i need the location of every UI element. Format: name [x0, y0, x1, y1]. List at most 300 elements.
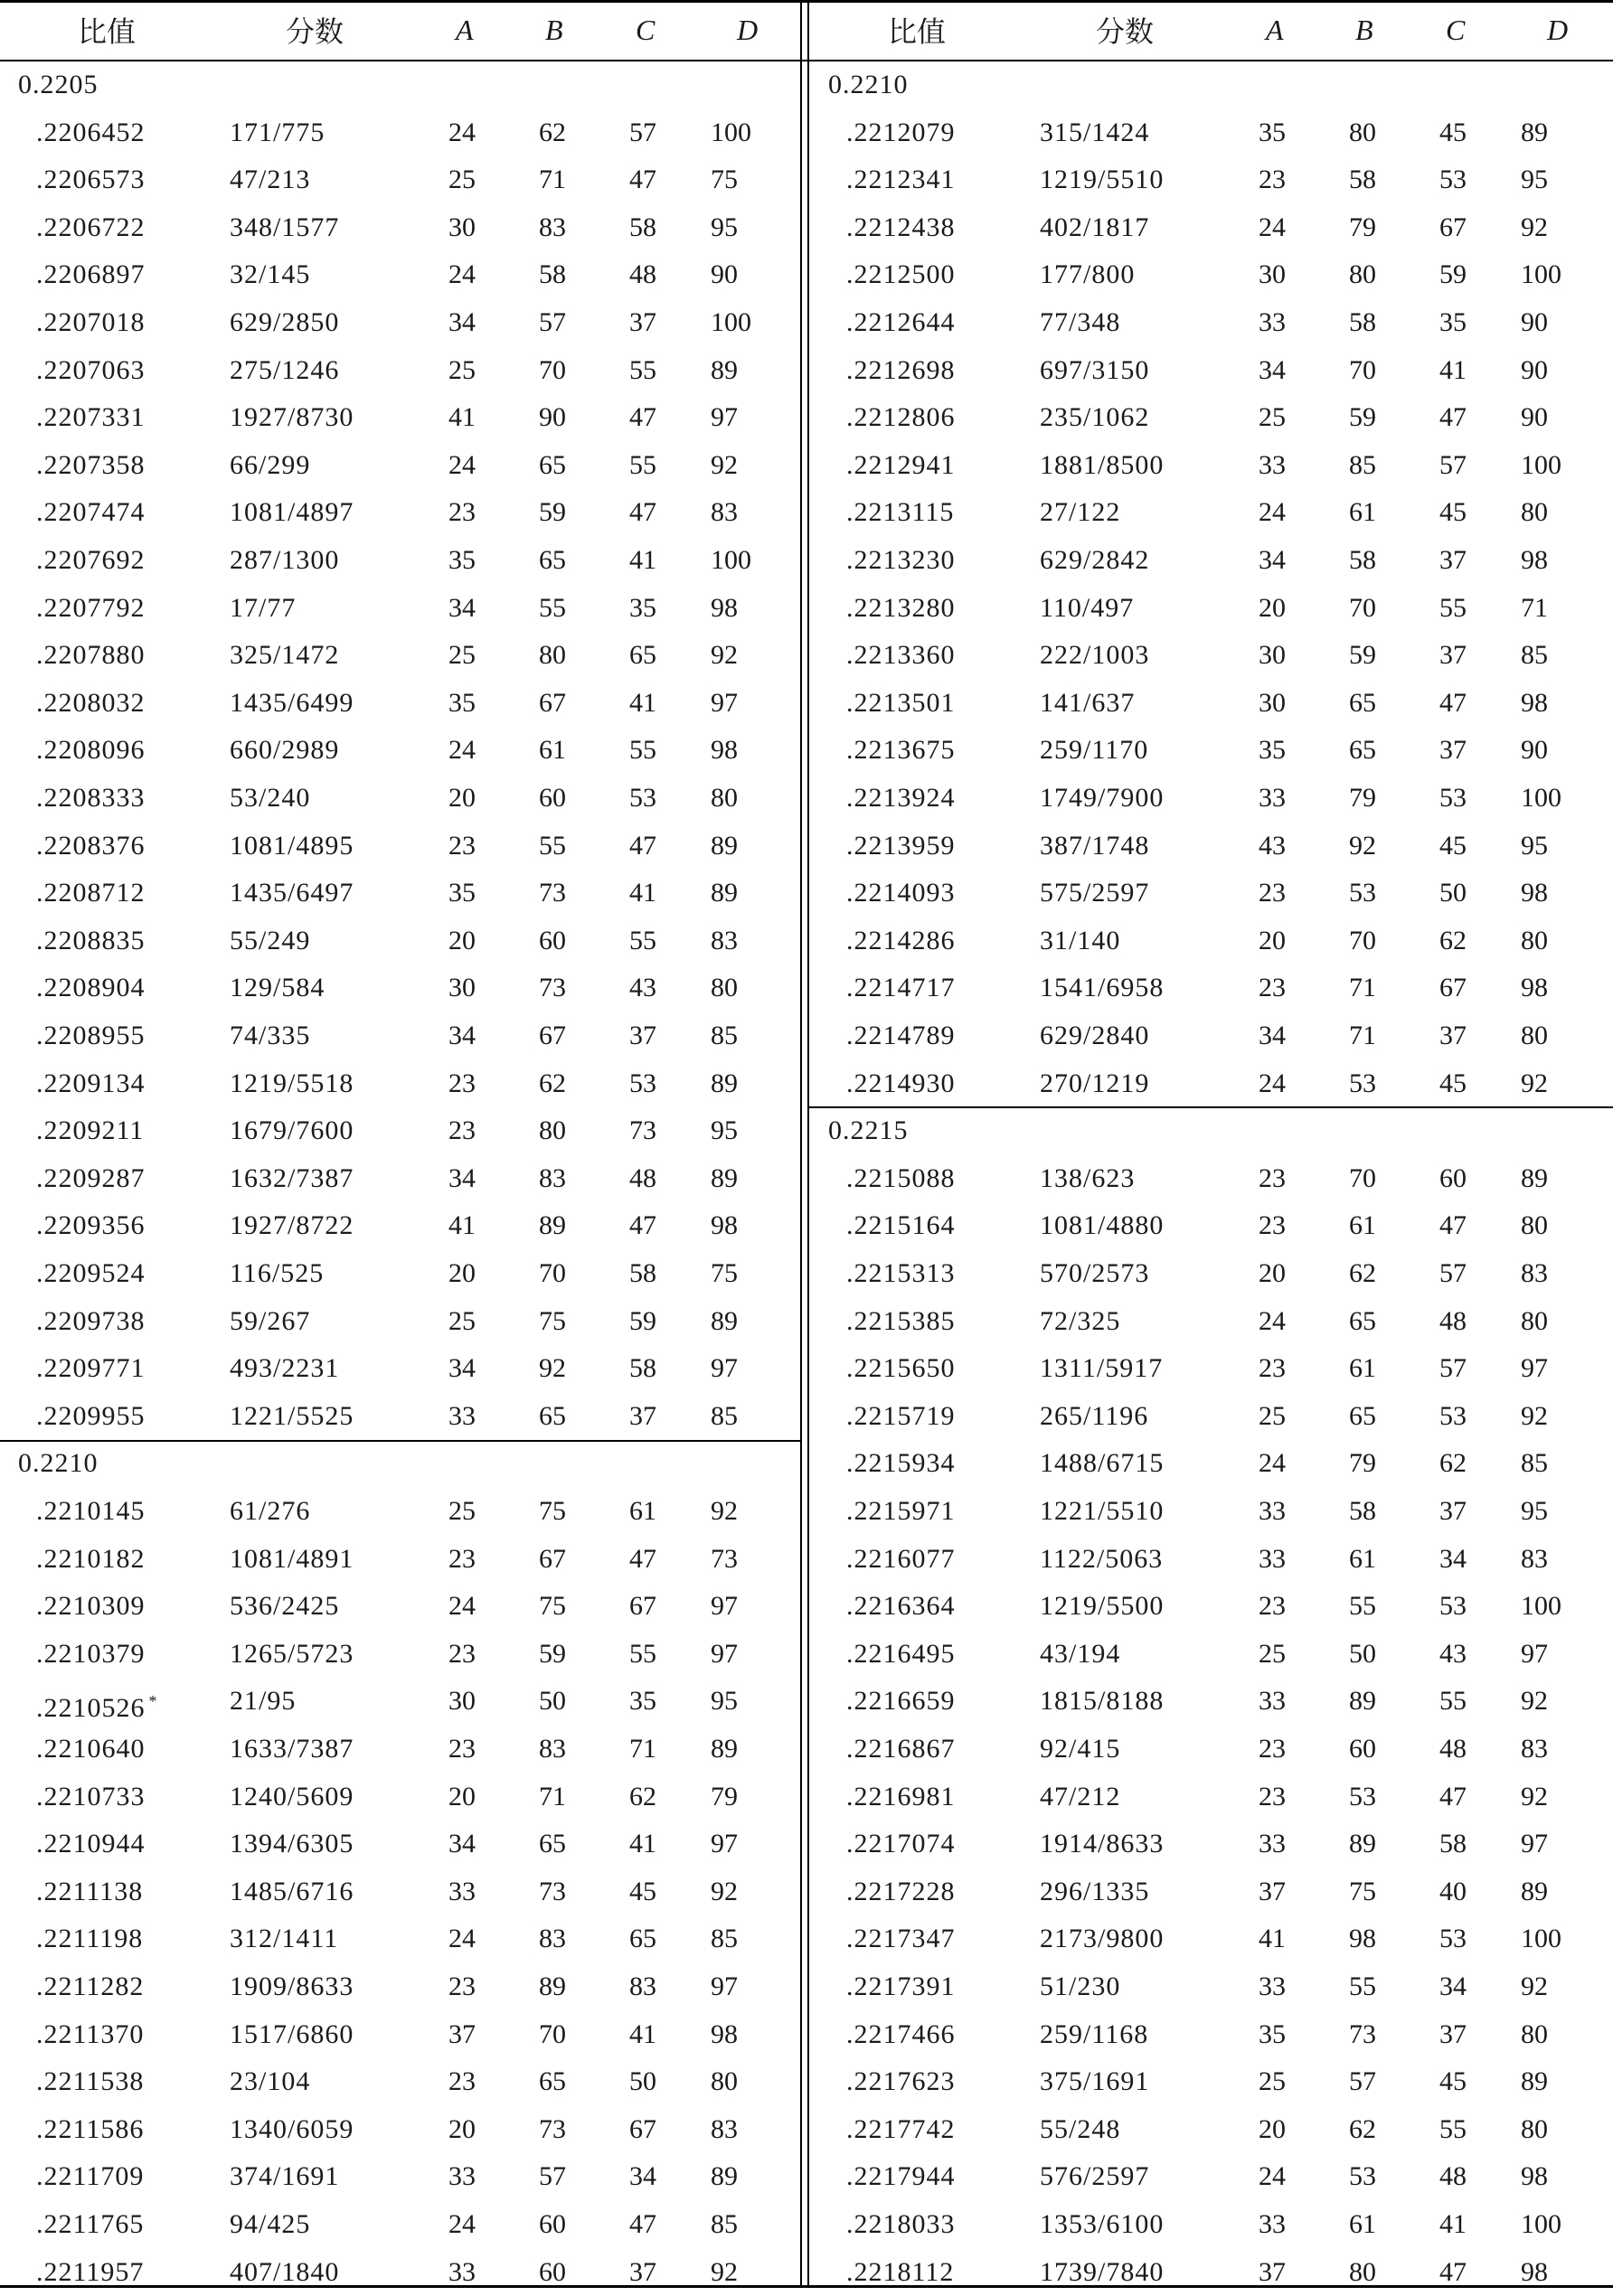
d-cell: 95: [1521, 1496, 1548, 1526]
a-cell: 35: [1259, 735, 1286, 766]
d-cell: 92: [1521, 1971, 1548, 2001]
b-cell: 62: [539, 1068, 566, 1098]
fraction-cell: 235/1062: [1040, 402, 1150, 433]
ratio-cell: .2209211: [36, 1115, 145, 1146]
c-cell: 35: [629, 1686, 656, 1717]
d-cell: 97: [711, 1971, 738, 2001]
table-row: [810, 965, 1610, 1012]
c-cell: 43: [1439, 1638, 1467, 1669]
fraction-cell: 407/1840: [230, 2256, 340, 2287]
fraction-cell: 315/1424: [1040, 117, 1150, 147]
ratio-cell: .2207331: [36, 402, 146, 433]
ratio-cell: .2207792: [36, 592, 146, 623]
b-cell: 57: [539, 2161, 566, 2192]
table-row: [810, 1060, 1610, 1108]
ratio-cell: .2215934: [846, 1448, 956, 1479]
d-cell: 95: [1521, 165, 1548, 195]
b-cell: 73: [1349, 2018, 1376, 2049]
a-cell: 23: [1259, 1210, 1286, 1241]
ratio-cell: .2208904: [36, 973, 146, 1003]
a-cell: 33: [1259, 449, 1286, 480]
b-cell: 70: [539, 354, 566, 385]
b-cell: 71: [1349, 1021, 1376, 1050]
fraction-cell: 697/3150: [1040, 354, 1150, 385]
table-row: [810, 394, 1610, 442]
a-cell: 20: [1259, 592, 1286, 623]
table-row: [810, 632, 1610, 680]
c-cell: 41: [629, 2018, 656, 2049]
c-cell: 55: [629, 449, 656, 480]
c-cell: 37: [629, 2256, 656, 2287]
ratio-cell: .2213360: [846, 640, 956, 671]
fraction-cell: 265/1196: [1040, 1400, 1149, 1431]
ratio-cell: .2215088: [846, 1162, 956, 1193]
fraction-cell: 1739/7840: [1040, 2256, 1165, 2287]
a-cell: 23: [448, 1543, 476, 1574]
ratio-cell: .2217347: [846, 1924, 956, 1954]
c-cell: 48: [629, 1162, 656, 1193]
fraction-cell: 129/584: [230, 973, 325, 1003]
a-cell: 30: [448, 973, 476, 1003]
a-cell: 20: [1259, 2113, 1286, 2144]
fraction-cell: 270/1219: [1040, 1068, 1150, 1098]
section-label: 0.2205: [18, 70, 99, 99]
a-cell: 33: [448, 2256, 476, 2287]
table-row: [810, 537, 1610, 585]
c-cell: 59: [1439, 259, 1467, 290]
b-cell: 55: [1349, 1971, 1376, 2001]
d-cell: 92: [711, 449, 738, 480]
ratio-cell: .2209524: [36, 1258, 146, 1288]
d-cell: 89: [711, 830, 738, 861]
fraction-cell: 177/800: [1040, 259, 1136, 290]
table-row: [0, 1202, 800, 1250]
table-row: [0, 1631, 800, 1679]
c-cell: 47: [629, 830, 656, 861]
c-cell: 53: [1439, 1924, 1467, 1954]
ratio-cell: .2207358: [36, 449, 146, 480]
ratio-cell: .2209738: [36, 1305, 146, 1336]
a-cell: 24: [448, 117, 476, 147]
b-cell: 71: [539, 165, 566, 195]
b-cell: 65: [539, 449, 566, 480]
c-cell: 67: [629, 2113, 656, 2144]
d-cell: 80: [1521, 1021, 1548, 1050]
table-row: [0, 1536, 800, 1584]
ratio-cell: .2209287: [36, 1162, 146, 1193]
table-row: [0, 823, 800, 870]
d-cell: 97: [711, 687, 738, 718]
a-cell: 25: [1259, 1400, 1286, 1431]
b-cell: 58: [1349, 545, 1376, 575]
fraction-cell: 47/212: [1040, 1781, 1121, 1811]
c-cell: 37: [1439, 2018, 1467, 2049]
b-cell: 65: [1349, 1400, 1376, 1431]
b-cell: 70: [1349, 592, 1376, 623]
ratio-cell: .2217623: [846, 2066, 956, 2097]
fraction-cell: 312/1411: [230, 1924, 339, 1954]
table-row: [0, 109, 800, 157]
a-cell: 35: [448, 687, 476, 718]
fraction-cell: 1311/5917: [1040, 1353, 1164, 1384]
table-row: [0, 537, 800, 585]
d-cell: 98: [711, 735, 738, 766]
b-cell: 67: [539, 1021, 566, 1050]
ratio-cell: .2217466: [846, 2018, 956, 2049]
c-cell: 41: [629, 545, 656, 575]
table-row: [810, 680, 1610, 728]
table-row: [810, 2201, 1610, 2249]
a-cell: 33: [1259, 783, 1286, 813]
d-cell: 89: [1521, 1162, 1548, 1193]
table-row: [0, 1488, 800, 1536]
c-cell: 73: [629, 1115, 656, 1146]
d-cell: 92: [711, 1876, 738, 1906]
d-cell: 98: [711, 592, 738, 623]
a-cell: 25: [448, 1305, 476, 1336]
table-row: [0, 251, 800, 299]
fraction-cell: 53/240: [230, 783, 311, 813]
b-cell: 83: [539, 1734, 566, 1764]
d-cell: 92: [1521, 1781, 1548, 1811]
c-cell: 58: [629, 1258, 656, 1288]
a-cell: 33: [1259, 1496, 1286, 1526]
ratio-cell: .2216077: [846, 1543, 956, 1574]
d-cell: 100: [1521, 2209, 1561, 2239]
fraction-cell: 1394/6305: [230, 1829, 354, 1859]
table-row: [0, 585, 800, 633]
b-cell: 58: [1349, 307, 1376, 337]
c-cell: 40: [1439, 1876, 1467, 1906]
d-cell: 83: [1521, 1258, 1548, 1288]
table-row: [810, 1821, 1610, 1868]
ratio-cell: .2211586: [36, 2113, 145, 2144]
ratio-cell: .2213675: [846, 735, 956, 766]
c-cell: 45: [1439, 830, 1467, 861]
ratio-cell: .2216867: [846, 1734, 956, 1764]
b-cell: 55: [1349, 1591, 1376, 1622]
ratio-cell: .2218112: [846, 2256, 955, 2287]
table-row: [0, 1060, 800, 1108]
c-cell: 47: [1439, 2256, 1467, 2287]
c-cell: 55: [629, 925, 656, 955]
fraction-cell: 576/2597: [1040, 2161, 1150, 2192]
c-cell: 35: [1439, 307, 1467, 337]
a-cell: 24: [1259, 1448, 1286, 1479]
ratio-cell: .2209771: [36, 1353, 146, 1384]
b-cell: 75: [539, 1305, 566, 1336]
a-cell: 34: [1259, 545, 1286, 575]
ratio-cell: .2213115: [846, 497, 955, 528]
fraction-cell: 138/623: [1040, 1162, 1136, 1193]
ratio-cell: .2210526 *: [36, 1692, 158, 1724]
ratio-cell: .2211282: [36, 1971, 145, 2001]
d-cell: 85: [711, 1924, 738, 1954]
a-cell: 24: [448, 449, 476, 480]
fraction-cell: 660/2989: [230, 735, 340, 766]
d-cell: 97: [711, 1829, 738, 1859]
a-cell: 34: [448, 1353, 476, 1384]
fraction-cell: 1909/8633: [230, 1971, 354, 2001]
ratio-cell: .2212644: [846, 307, 956, 337]
a-cell: 35: [448, 545, 476, 575]
b-cell: 65: [1349, 735, 1376, 766]
ratio-cell: .2218033: [846, 2209, 956, 2239]
a-cell: 33: [448, 2161, 476, 2192]
c-cell: 57: [1439, 1353, 1467, 1384]
d-cell: 83: [711, 2113, 738, 2144]
a-cell: 20: [1259, 1258, 1286, 1288]
a-cell: 35: [1259, 2018, 1286, 2049]
fraction-cell: 1485/6716: [230, 1876, 354, 1906]
b-cell: 62: [1349, 2113, 1376, 2144]
ratio-cell: .2215313: [846, 1258, 956, 1288]
a-cell: 23: [448, 1971, 476, 2001]
table-row: [810, 156, 1610, 204]
fraction-cell: 2173/9800: [1040, 1924, 1165, 1954]
a-cell: 37: [1259, 1876, 1286, 1906]
b-cell: 53: [1349, 2161, 1376, 2192]
d-cell: 92: [1521, 1686, 1548, 1717]
table-row: [0, 965, 800, 1012]
c-cell: 41: [1439, 2209, 1467, 2239]
ratio-cell: .2211709: [36, 2161, 145, 2192]
b-cell: 83: [539, 1924, 566, 1954]
table-row: [0, 727, 800, 775]
table-row: [0, 1345, 800, 1393]
table-row: [810, 1345, 1610, 1393]
d-cell: 100: [1521, 1924, 1561, 1954]
header-b: B: [545, 13, 563, 46]
c-cell: 59: [629, 1305, 656, 1336]
d-cell: 98: [1521, 2256, 1548, 2287]
d-cell: 80: [711, 2066, 738, 2097]
fraction-cell: 66/299: [230, 449, 311, 480]
d-cell: 83: [1521, 1734, 1548, 1764]
a-cell: 25: [1259, 1638, 1286, 1669]
fraction-cell: 61/276: [230, 1496, 311, 1526]
ratio-cell: .2217391: [846, 1971, 956, 2001]
header-d: D: [1547, 13, 1569, 46]
b-cell: 83: [539, 212, 566, 242]
fraction-cell: 1541/6958: [1040, 973, 1165, 1003]
d-cell: 85: [711, 1400, 738, 1431]
table-row: [810, 1440, 1610, 1488]
a-cell: 25: [448, 165, 476, 195]
b-cell: 50: [539, 1686, 566, 1717]
table-row: [810, 251, 1610, 299]
ratio-cell: .2208032: [36, 687, 146, 718]
a-cell: 25: [448, 354, 476, 385]
table-row: [0, 1774, 800, 1821]
fraction-cell: 1219/5518: [230, 1068, 354, 1098]
d-cell: 80: [1521, 497, 1548, 528]
d-cell: 90: [1521, 354, 1548, 385]
fraction-cell: 375/1691: [1040, 2066, 1150, 2097]
b-cell: 89: [539, 1210, 566, 1241]
table-row: [0, 2201, 800, 2249]
ratio-cell: .2211138: [36, 1876, 144, 1906]
ratio-cell: .2209955: [36, 1400, 146, 1431]
table-row: [0, 299, 800, 347]
table-row: [810, 2249, 1610, 2296]
fraction-cell: 222/1003: [1040, 640, 1150, 671]
c-cell: 57: [1439, 1258, 1467, 1288]
a-cell: 23: [1259, 973, 1286, 1003]
fraction-cell: 55/248: [1040, 2113, 1121, 2144]
fraction-cell: 74/335: [230, 1021, 311, 1050]
ratio-cell: .2212341: [846, 165, 956, 195]
header-ratio: 比值: [78, 15, 137, 48]
a-cell: 23: [1259, 1734, 1286, 1764]
table-row: [0, 204, 800, 252]
table-row: [0, 917, 800, 965]
a-cell: 34: [448, 307, 476, 337]
ratio-cell: .2214930: [846, 1068, 956, 1098]
b-cell: 70: [1349, 1162, 1376, 1193]
fraction-cell: 51/230: [1040, 1971, 1121, 2001]
fraction-cell: 116/525: [230, 1258, 325, 1288]
ratio-cell: .2211198: [36, 1924, 144, 1954]
fraction-cell: 110/497: [1040, 592, 1135, 623]
ratio-cell: .2207018: [36, 307, 146, 337]
a-cell: 25: [1259, 402, 1286, 433]
b-cell: 62: [1349, 1258, 1376, 1288]
c-cell: 62: [629, 1781, 656, 1811]
fraction-cell: 1927/8722: [230, 1210, 354, 1241]
a-cell: 41: [448, 402, 476, 433]
b-cell: 92: [539, 1353, 566, 1384]
d-cell: 97: [1521, 1353, 1548, 1384]
c-cell: 67: [629, 1591, 656, 1622]
b-cell: 80: [1349, 259, 1376, 290]
ratio-cell: .2212698: [846, 354, 956, 385]
d-cell: 95: [711, 1115, 738, 1146]
table-row: [810, 1726, 1610, 1774]
a-cell: 23: [448, 1638, 476, 1669]
b-cell: 79: [1349, 783, 1376, 813]
ratio-cell: .2211765: [36, 2209, 145, 2239]
a-cell: 34: [448, 1021, 476, 1050]
a-cell: 20: [448, 1258, 476, 1288]
table-row: [0, 2153, 800, 2201]
ratio-cell: .2206452: [36, 117, 146, 147]
b-cell: 73: [539, 878, 566, 908]
b-cell: 53: [1349, 1781, 1376, 1811]
c-cell: 41: [629, 878, 656, 908]
b-cell: 80: [1349, 2256, 1376, 2287]
ratio-cell: .2217228: [846, 1876, 956, 1906]
ratio-cell: .2215164: [846, 1210, 956, 1241]
a-cell: 41: [448, 1210, 476, 1241]
b-cell: 60: [1349, 1734, 1376, 1764]
d-cell: 73: [711, 1543, 738, 1574]
ratio-cell: .2215719: [846, 1400, 956, 1431]
a-cell: 23: [448, 2066, 476, 2097]
b-cell: 60: [539, 783, 566, 813]
section-label: 0.2210: [18, 1448, 99, 1479]
d-cell: 80: [1521, 2113, 1548, 2144]
header-a: A: [1266, 13, 1284, 46]
a-cell: 24: [1259, 212, 1286, 242]
fraction-cell: 575/2597: [1040, 878, 1150, 908]
table-row: [810, 2106, 1610, 2154]
c-cell: 53: [1439, 165, 1467, 195]
b-cell: 85: [1349, 449, 1376, 480]
b-cell: 55: [539, 592, 566, 623]
table-row: [0, 1915, 800, 1963]
fraction-cell: 43/194: [1040, 1638, 1121, 1669]
a-cell: 33: [1259, 1971, 1286, 2001]
ratio-cell: .2207880: [36, 640, 146, 671]
table-row: [0, 1726, 800, 1774]
ratio-cell: .2212941: [846, 449, 956, 480]
d-cell: 97: [711, 402, 738, 433]
table-row: [0, 347, 800, 395]
table-row: [810, 823, 1610, 870]
a-cell: 24: [448, 735, 476, 766]
table-row: [810, 727, 1610, 775]
ratio-cell: .2207692: [36, 545, 146, 575]
center-divider-left: [800, 0, 802, 2288]
center-divider-right: [807, 0, 809, 2288]
a-cell: 23: [448, 1115, 476, 1146]
d-cell: 92: [1521, 1400, 1548, 1431]
c-cell: 37: [629, 1021, 656, 1050]
c-cell: 58: [629, 1353, 656, 1384]
d-cell: 100: [711, 117, 751, 147]
ratio-cell: .2216364: [846, 1591, 956, 1622]
fraction-cell: 1240/5609: [230, 1781, 354, 1811]
b-cell: 70: [539, 1258, 566, 1288]
d-cell: 98: [711, 2018, 738, 2049]
c-cell: 37: [1439, 640, 1467, 671]
c-cell: 37: [1439, 1496, 1467, 1526]
c-cell: 65: [629, 640, 656, 671]
a-cell: 33: [1259, 1543, 1286, 1574]
a-cell: 35: [1259, 117, 1286, 147]
b-cell: 59: [1349, 402, 1376, 433]
c-cell: 45: [629, 1876, 656, 1906]
a-cell: 35: [448, 878, 476, 908]
c-cell: 37: [629, 307, 656, 337]
a-cell: 24: [1259, 2161, 1286, 2192]
c-cell: 53: [629, 1068, 656, 1098]
ratio-cell: .2217074: [846, 1829, 956, 1859]
fraction-cell: 1265/5723: [230, 1638, 354, 1669]
d-cell: 89: [711, 2161, 738, 2192]
a-cell: 23: [448, 497, 476, 528]
d-cell: 89: [711, 1068, 738, 1098]
c-cell: 71: [629, 1734, 656, 1764]
a-cell: 30: [448, 1686, 476, 1717]
b-cell: 73: [539, 2113, 566, 2144]
footnote-star: *: [148, 1692, 158, 1711]
fraction-cell: 1340/6059: [230, 2113, 354, 2144]
c-cell: 58: [629, 212, 656, 242]
c-cell: 48: [1439, 1305, 1467, 1336]
a-cell: 34: [1259, 354, 1286, 385]
c-cell: 55: [629, 1638, 656, 1669]
a-cell: 37: [448, 2018, 476, 2049]
a-cell: 25: [448, 1496, 476, 1526]
a-cell: 25: [448, 640, 476, 671]
fraction-cell: 1488/6715: [1040, 1448, 1165, 1479]
d-cell: 75: [711, 1258, 738, 1288]
b-cell: 61: [1349, 1353, 1376, 1384]
fraction-cell: 629/2840: [1040, 1021, 1150, 1050]
d-cell: 98: [1521, 2161, 1548, 2192]
